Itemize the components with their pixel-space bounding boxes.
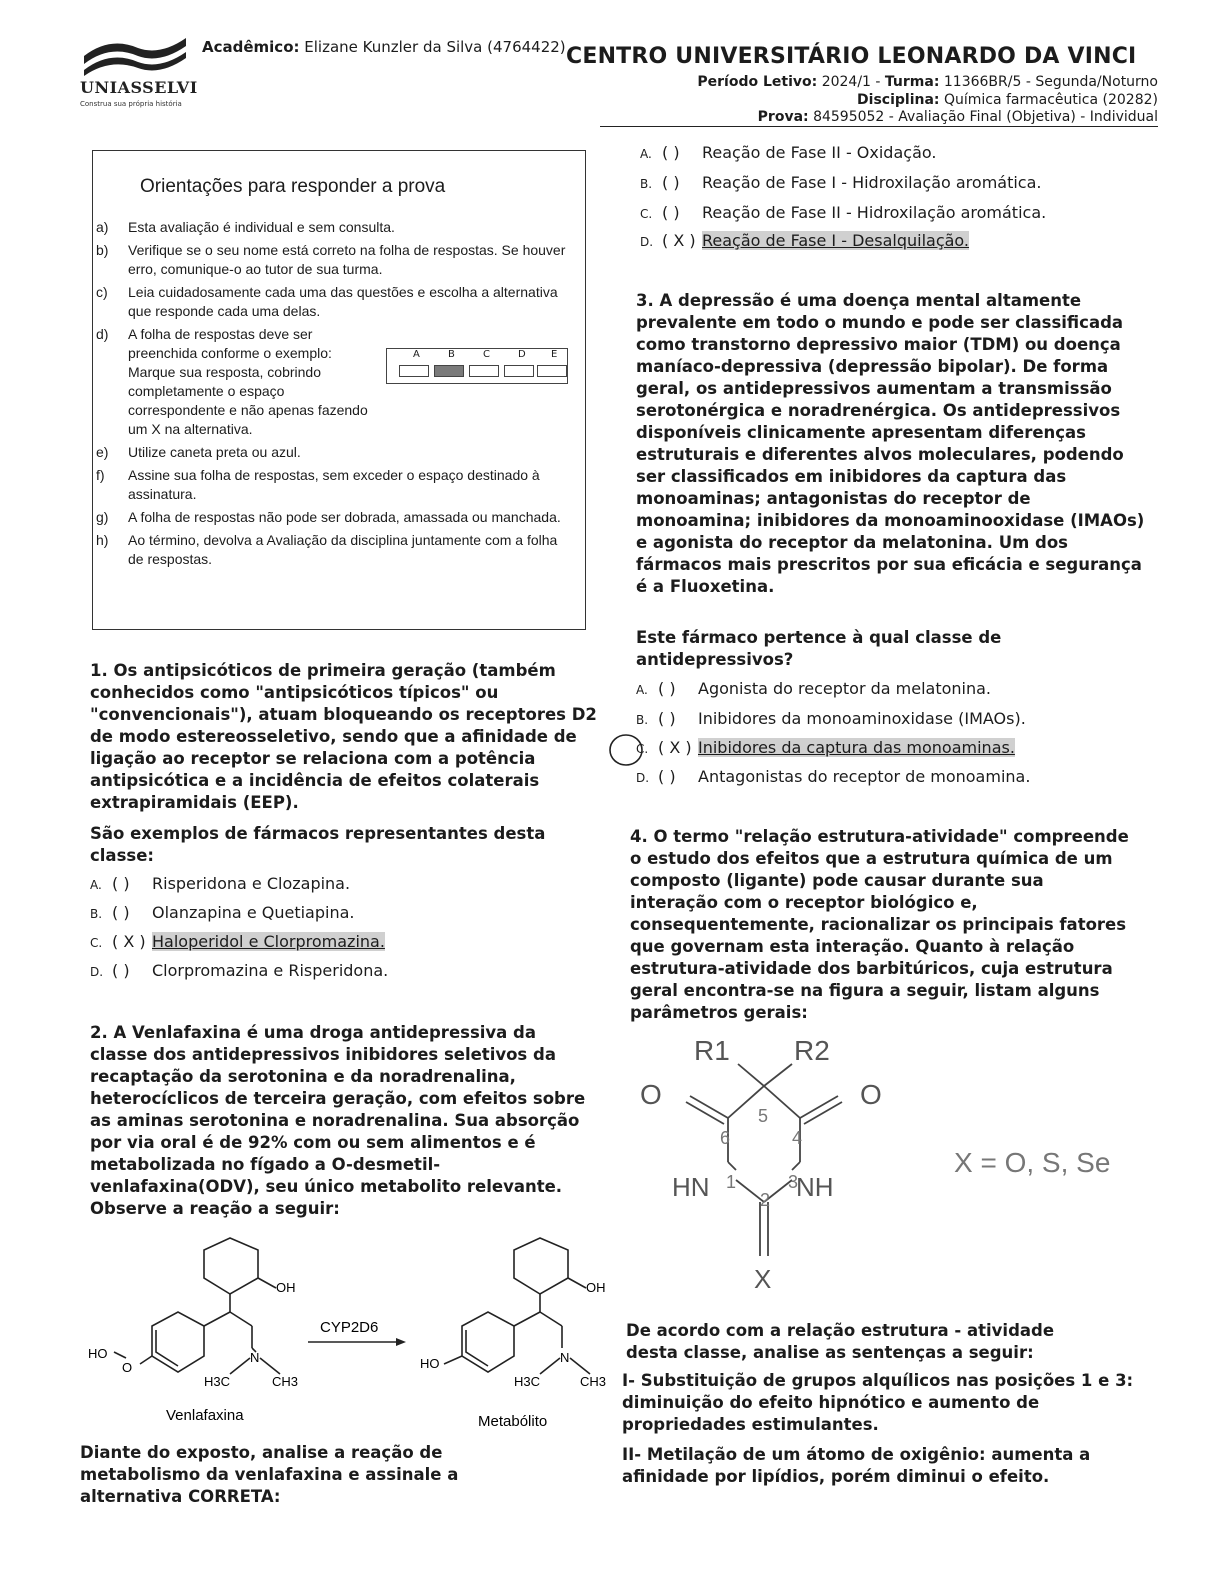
q1-option-b[interactable]: B. ( ) Olanzapina e Quetiapina. xyxy=(90,903,355,922)
position-2: 2 xyxy=(760,1190,771,1210)
logo-tagline: Construa sua própria história xyxy=(80,100,182,108)
example-cell xyxy=(399,365,429,377)
q3-option-b[interactable]: B. ( ) Inibidores da monoaminoxidase (IMAOs). xyxy=(636,709,1026,728)
discipline-value: Química farmacêutica (20282) xyxy=(943,92,1158,108)
instruction-item: d) A folha de respostas deve ser preenchida conforme o exemplo: Marque sua resposta, cobrindo completamente o espaço correspondente e não apenas fazendo um X na alternativa. xyxy=(96,326,368,437)
instruction-item: g) A folha de respostas não pode ser dobrada, amassada ou manchada. xyxy=(96,509,561,525)
example-cell xyxy=(469,365,499,377)
instructions-title: Orientações para responder a prova xyxy=(140,176,446,197)
q1-stem: 1. Os antipsicóticos de primeira geração (também conhecidos como "antipsicóticos típicos" ou "convencionais"), atuam bloqueando os receptores D2 de modo estereosseletivo, sendo que a afinidade de ligação ao receptor se relaciona com a potência antipsicótica e a incidência de efeitos colaterais extrapiramidais (EEP). xyxy=(90,661,597,812)
circle-mark-icon xyxy=(606,732,646,772)
arrow-head-icon xyxy=(396,1338,406,1346)
left-oxygen-label: O xyxy=(640,1079,662,1110)
example-letter: C xyxy=(483,349,490,360)
q3-prompt: Este fármaco pertence à qual classe de antidepressivos? xyxy=(636,628,1002,669)
q1-option-a[interactable]: A. ( ) Risperidona e Clozapina. xyxy=(90,874,351,893)
class-value: 11366BR/5 - Segunda/Noturno xyxy=(943,74,1158,90)
example-letter: B xyxy=(448,349,455,360)
venlafaxine-reaction-diagram xyxy=(80,1228,620,1438)
position-1: 1 xyxy=(726,1172,737,1192)
ch3-label: CH3 xyxy=(272,1374,299,1389)
logo-wave-icon xyxy=(80,30,190,78)
q3-stem: 3. A depressão é uma doença mental altamente prevalente em todo o mundo e pode ser classificada como transtorno depressivo maior (TDM) ou doença maníaco-depressiva (depressão bipolar). De forma geral, os antidepressivos aumentam a transmissão serotonérgica e noradrenérgica. Os antidepressivos disponíveis clinicamente apresentam diferenças estruturais e diferentes alvos moleculares, podendo ser classificados em inibidores da captura das monoaminas; antagonistas do receptor de monoamina; inibidores da monoaminooxidase (IMAOs) e agonista do receptor da melatonina. Um dos fármacos mais prescritos por sua eficácia e segurança é a Fluoxetina. xyxy=(636,291,1145,596)
example-letter: D xyxy=(518,349,526,360)
position-4: 4 xyxy=(792,1128,803,1148)
q2-option-b[interactable]: B. ( ) Reação de Fase I - Hidroxilação aromática. xyxy=(640,173,1042,192)
metabolite-oh-label: OH xyxy=(586,1280,606,1295)
hn-label: HN xyxy=(672,1172,710,1202)
period-line xyxy=(697,74,1158,90)
period-value: 2024/1 - xyxy=(821,74,885,90)
enzyme-label: CYP2D6 xyxy=(320,1319,379,1336)
example-cell-filled xyxy=(434,365,464,377)
exam-value: 84595052 - Avaliação Final (Objetiva) - Individual xyxy=(813,109,1158,125)
period-label: Período Letivo: xyxy=(697,74,818,90)
metabolite-h3c-label: H3C xyxy=(514,1374,541,1389)
q1-prompt: São exemplos de fármacos representantes desta classe: xyxy=(90,824,546,865)
q1-option-c-selected[interactable]: C. ( X ) Haloperidol e Clorpromazina. xyxy=(90,932,385,951)
q4-prompt: De acordo com a relação estrutura - atividade desta classe, analise as sentenças a seguir: xyxy=(626,1321,1055,1362)
header-divider xyxy=(600,126,1158,127)
right-oxygen-label: O xyxy=(860,1079,882,1110)
o-label: O xyxy=(122,1360,133,1375)
barbiturate-ring xyxy=(686,1064,842,1256)
position-6: 6 xyxy=(720,1128,731,1148)
q4-sentence-1: I- Substituição de grupos alquílicos nas posições 1 e 3: diminuição do efeito hipnótico e aumento de propriedades estimulantes. xyxy=(622,1371,1134,1434)
q3-option-d[interactable]: D. ( ) Antagonistas do receptor de monoamina. xyxy=(636,767,1031,786)
logo-wordmark: UNIASSELVI xyxy=(80,78,198,97)
ho-label: HO xyxy=(88,1346,108,1361)
q2-option-c[interactable]: C. ( ) Reação de Fase II - Hidroxilação aromática. xyxy=(640,203,1047,222)
metabolite-ch3-label: CH3 xyxy=(580,1374,607,1389)
example-letter: E xyxy=(551,349,558,360)
barbiturate-structure-diagram xyxy=(632,1030,1142,1300)
q1-option-d[interactable]: D. ( ) Clorpromazina e Risperidona. xyxy=(90,961,389,980)
metabolite-label: Metabólito xyxy=(478,1413,548,1430)
institution-title: CENTRO UNIVERSITÁRIO LEONARDO DA VINCI xyxy=(566,44,1137,69)
exam-label: Prova: xyxy=(757,109,809,125)
nh-label: NH xyxy=(796,1172,834,1202)
position-5: 5 xyxy=(758,1106,769,1126)
metabolite-n-label: N xyxy=(560,1350,570,1365)
exam-line xyxy=(758,109,1158,125)
instructions-list xyxy=(96,218,566,573)
q2-stem: 2. A Venlafaxina é uma droga antidepressiva da classe dos antidepressivos inibidores seletivos da recaptação da serotonina e da noradrenalina, heterocíclicos de terceira geração, com efeitos sobre as aminas serotonina e noradrenalina. Sua absorção por via oral é de 92% com ou sem alimentos e é metabolizada no fígado a O-desmetil-venlafaxina(ODV), seu único metabolito relevante. Observe a reação a seguir: xyxy=(90,1023,586,1218)
instruction-item: e) Utilize caneta preta ou azul. xyxy=(96,444,301,460)
student-name: Elizane Kunzler da Silva (4764422) xyxy=(304,38,566,56)
instruction-item: f) Assine sua folha de respostas, sem exceder o espaço destinado à assinatura. xyxy=(96,467,540,502)
x-substituents-label: X = O, S, Se xyxy=(954,1147,1111,1178)
x-atom-label: X xyxy=(754,1264,772,1294)
n-label: N xyxy=(250,1350,260,1365)
q4-stem: 4. O termo "relação estrutura-atividade" compreende o estudo dos efeitos que a estrutura química de um composto (ligante) pode causar durante sua interação com o receptor biológico e, consequentemente, racionalizar os principais fatores que governam esta interação. Quanto à relação estrutura-atividade dos barbitúricos, cuja estrutura geral encontra-se na figura a seguir, listam alguns parâmetros gerais: xyxy=(630,827,1129,1022)
student-line xyxy=(202,38,566,56)
example-cell xyxy=(537,365,567,377)
q2-prompt: Diante do exposto, analise a reação de metabolismo da venlafaxina e assinale a alternativa CORRETA: xyxy=(80,1443,459,1506)
example-cell xyxy=(504,365,534,377)
h3c-label: H3C xyxy=(204,1374,231,1389)
class-label: Turma: xyxy=(884,74,940,90)
answer-example-box xyxy=(386,348,568,384)
discipline-label: Disciplina: xyxy=(857,92,940,108)
venlafaxine-label: Venlafaxina xyxy=(166,1407,244,1424)
r1-label: R1 xyxy=(694,1035,730,1066)
instruction-item: b) Verifique se o seu nome está correto na folha de respostas. Se houver erro, comunique-o ao tutor de sua turma. xyxy=(96,242,566,277)
discipline-line xyxy=(857,92,1158,108)
r2-label: R2 xyxy=(794,1035,830,1066)
metabolite-ho-label: HO xyxy=(420,1356,440,1371)
uniasselvi-logo xyxy=(80,30,198,118)
instruction-item: c) Leia cuidadosamente cada uma das questões e escolha a alternativa que responde cada uma delas. xyxy=(96,284,558,319)
instruction-item: a) Esta avaliação é individual e sem consulta. xyxy=(96,219,395,235)
instruction-item: h) Ao término, devolva a Avaliação da disciplina juntamente com a folha de respostas. xyxy=(96,532,558,567)
q3-option-a[interactable]: A. ( ) Agonista do receptor da melatonina. xyxy=(636,679,992,698)
position-3: 3 xyxy=(788,1172,799,1192)
example-letter: A xyxy=(413,349,420,360)
q4-sentence-2: II- Metilação de um átomo de oxigênio: aumenta a afinidade por lipídios, porém diminui o efeito. xyxy=(622,1445,1091,1486)
q2-option-d-selected[interactable]: D. ( X ) Reação de Fase I - Desalquilação. xyxy=(640,231,970,250)
q2-option-a[interactable]: A. ( ) Reação de Fase II - Oxidação. xyxy=(640,143,937,162)
q3-option-c-selected[interactable]: C. ( X ) Inibidores da captura das monoaminas. xyxy=(636,738,1015,757)
student-label: Acadêmico: xyxy=(202,38,300,56)
oh-label: OH xyxy=(276,1280,296,1295)
